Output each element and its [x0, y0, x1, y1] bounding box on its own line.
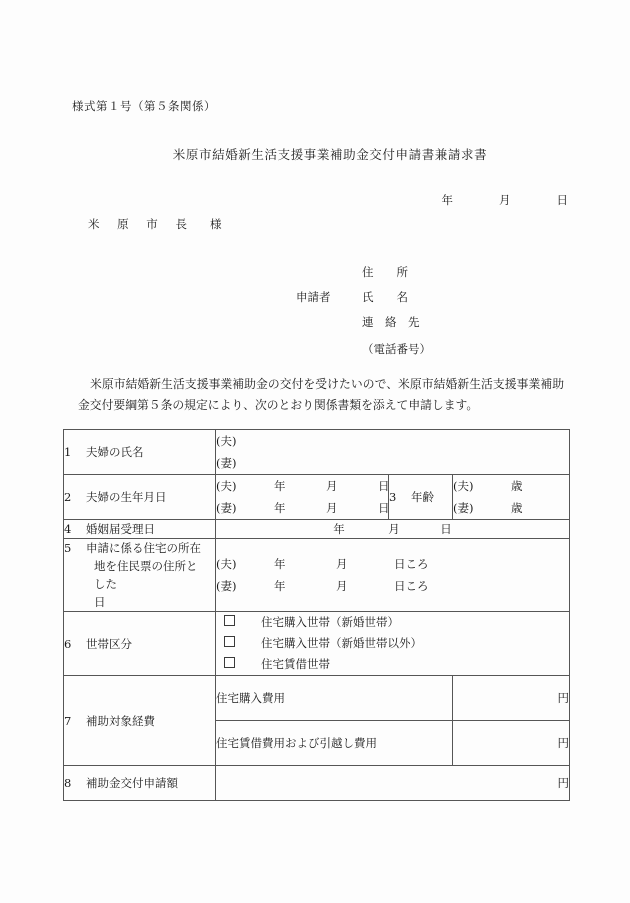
date-month-label: 月	[499, 193, 511, 207]
row5-label-line3: 日	[94, 595, 106, 609]
row8-label-cell	[64, 766, 216, 801]
row3-wife-tag: (妻)	[453, 501, 474, 515]
row2-label-cell	[64, 475, 216, 520]
row5-husband-line[interactable]	[216, 553, 569, 575]
row7-item1-name-cell	[216, 676, 453, 721]
row3-husband-unit: 歳	[511, 479, 523, 493]
row5-label-line1: 申請に係る住宅の所在	[86, 541, 201, 555]
row2-label: 夫婦の生年月日	[86, 490, 167, 504]
checkbox-label-3: 住宅賃借世帯	[261, 657, 330, 671]
row5-wife-year: 年	[274, 579, 286, 593]
row1-husband-line[interactable]	[216, 430, 569, 452]
row6-value-cell	[216, 612, 570, 676]
row2-husband-tag: (夫)	[216, 479, 237, 493]
row7-label: 補助対象経費	[86, 713, 155, 728]
row5-wife-tag: (妻)	[216, 579, 237, 593]
row5-label-line2: 地を住民票の住所とした	[94, 559, 198, 591]
body-paragraph: 米原市結婚新生活支援事業補助金の交付を受けたいので、米原市結婚新生活支援事業補助金交付要綱第５条の規定により、次のとおり関係書類を添えて申請します。	[78, 377, 564, 412]
row8-label: 補助金交付申請額	[86, 776, 178, 790]
row5-label-cell	[64, 539, 216, 612]
applicant-address-row	[296, 260, 431, 285]
row3-husband-tag: (夫)	[453, 479, 474, 493]
date-year-label: 年	[441, 193, 453, 207]
row4-year: 年	[333, 522, 345, 536]
row5-husband-day: 日ころ	[394, 557, 429, 571]
checkbox-row-3[interactable]	[216, 654, 569, 675]
date-line	[0, 192, 568, 208]
row5-wife-month: 月	[336, 579, 348, 593]
row3-value-cell[interactable]	[453, 475, 570, 520]
row6-label-cell	[64, 612, 216, 676]
row5-husband-month: 月	[336, 557, 348, 571]
row1-wife-tag: (妻)	[216, 456, 237, 470]
row5-number: 5	[64, 541, 72, 555]
row5-wife-line[interactable]	[216, 575, 569, 597]
row1-husband-tag: (夫)	[216, 434, 237, 448]
checkbox-row-1[interactable]	[216, 612, 569, 633]
row2-husband-line[interactable]	[216, 475, 388, 497]
row8-value-cell[interactable]	[216, 766, 570, 801]
checkbox-purchase-newlywed-icon[interactable]	[224, 615, 235, 626]
applicant-name-row	[296, 285, 431, 310]
checkbox-label-2: 住宅購入世帯（新婚世帯以外）	[261, 636, 422, 650]
checkbox-row-2[interactable]	[216, 633, 569, 654]
row4-value-cell[interactable]	[216, 520, 570, 539]
addressee-name: 米 原 市 長	[88, 217, 194, 231]
applicant-contact-label: 連 絡 先	[362, 315, 420, 329]
row2-wife-day: 日	[378, 501, 390, 515]
row7-label-cell	[64, 676, 216, 766]
row2-wife-month: 月	[326, 501, 338, 515]
applicant-contact-row	[296, 310, 431, 335]
addressee	[88, 216, 221, 232]
row7-item2-unit: 円	[557, 736, 570, 750]
row4-day: 日	[440, 522, 452, 536]
row4-label: 婚姻届受理日	[86, 522, 155, 536]
row5-husband-tag: (夫)	[216, 557, 237, 571]
table-row-marriage-date	[64, 520, 570, 539]
row1-label: 夫婦の氏名	[86, 445, 144, 459]
row1-wife-line[interactable]	[216, 452, 569, 474]
row5-husband-year: 年	[274, 557, 286, 571]
row7-item1-unit: 円	[557, 691, 570, 705]
page-title: 米原市結婚新生活支援事業補助金交付申請書兼請求書	[172, 147, 488, 162]
row1-label-cell	[64, 430, 216, 475]
row2-husband-month: 月	[326, 479, 338, 493]
checkbox-label-1: 住宅購入世帯（新婚世帯）	[261, 615, 399, 629]
row7-item1-name: 住宅購入費用	[216, 691, 285, 705]
table-row-residence-date	[64, 539, 570, 612]
applicant-name-label: 氏 名	[362, 290, 408, 304]
applicant-phone-note: （電話番号）	[362, 342, 431, 356]
row4-month: 月	[388, 522, 400, 536]
row7-item2-name: 住宅賃借費用および引越し費用	[216, 736, 377, 750]
table-row-requested-amount	[64, 766, 570, 801]
addressee-honorific: 様	[209, 217, 222, 231]
row7-item2-value-cell[interactable]	[453, 721, 570, 766]
row8-unit: 円	[557, 776, 570, 790]
row8-number: 8	[64, 776, 72, 790]
application-table	[63, 429, 570, 801]
row2-wife-line[interactable]	[216, 497, 388, 519]
form-code: 様式第１号（第５条関係）	[72, 99, 216, 113]
row3-number: 3	[389, 490, 397, 504]
table-row-household-type	[64, 612, 570, 676]
row4-label-cell	[64, 520, 216, 539]
row2-value-cell[interactable]	[216, 475, 389, 520]
row2-husband-year: 年	[274, 479, 286, 493]
row2-number: 2	[64, 490, 72, 504]
applicant-address-label: 住 所	[362, 265, 408, 279]
date-day-label: 日	[556, 193, 568, 207]
row2-wife-year: 年	[274, 501, 286, 515]
applicant-tag: 申請者	[296, 290, 331, 304]
row7-item1-value-cell[interactable]	[453, 676, 570, 721]
row2-husband-day: 日	[378, 479, 390, 493]
table-row-birthdates	[64, 475, 570, 520]
row6-number: 6	[64, 636, 72, 651]
table-row-names	[64, 430, 570, 475]
table-row-expense-purchase	[64, 676, 570, 721]
row4-number: 4	[64, 522, 72, 536]
row2-wife-tag: (妻)	[216, 501, 237, 515]
applicant-block	[296, 260, 431, 362]
row3-label-cell	[389, 475, 453, 520]
row1-value-cell[interactable]	[216, 430, 570, 475]
row3-label: 年齢	[411, 490, 434, 504]
row3-wife-unit: 歳	[511, 501, 523, 515]
row7-number: 7	[64, 713, 72, 728]
row5-value-cell[interactable]	[216, 539, 570, 612]
row3-wife-line[interactable]	[453, 497, 569, 519]
row6-label: 世帯区分	[86, 636, 132, 651]
row5-wife-day: 日ころ	[394, 579, 429, 593]
row1-number: 1	[64, 445, 72, 459]
checkbox-purchase-other-icon[interactable]	[224, 636, 235, 647]
row5-label	[86, 539, 202, 611]
row7-item2-name-cell	[216, 721, 453, 766]
checkbox-rental-icon[interactable]	[224, 657, 235, 668]
row3-husband-line[interactable]	[453, 475, 569, 497]
